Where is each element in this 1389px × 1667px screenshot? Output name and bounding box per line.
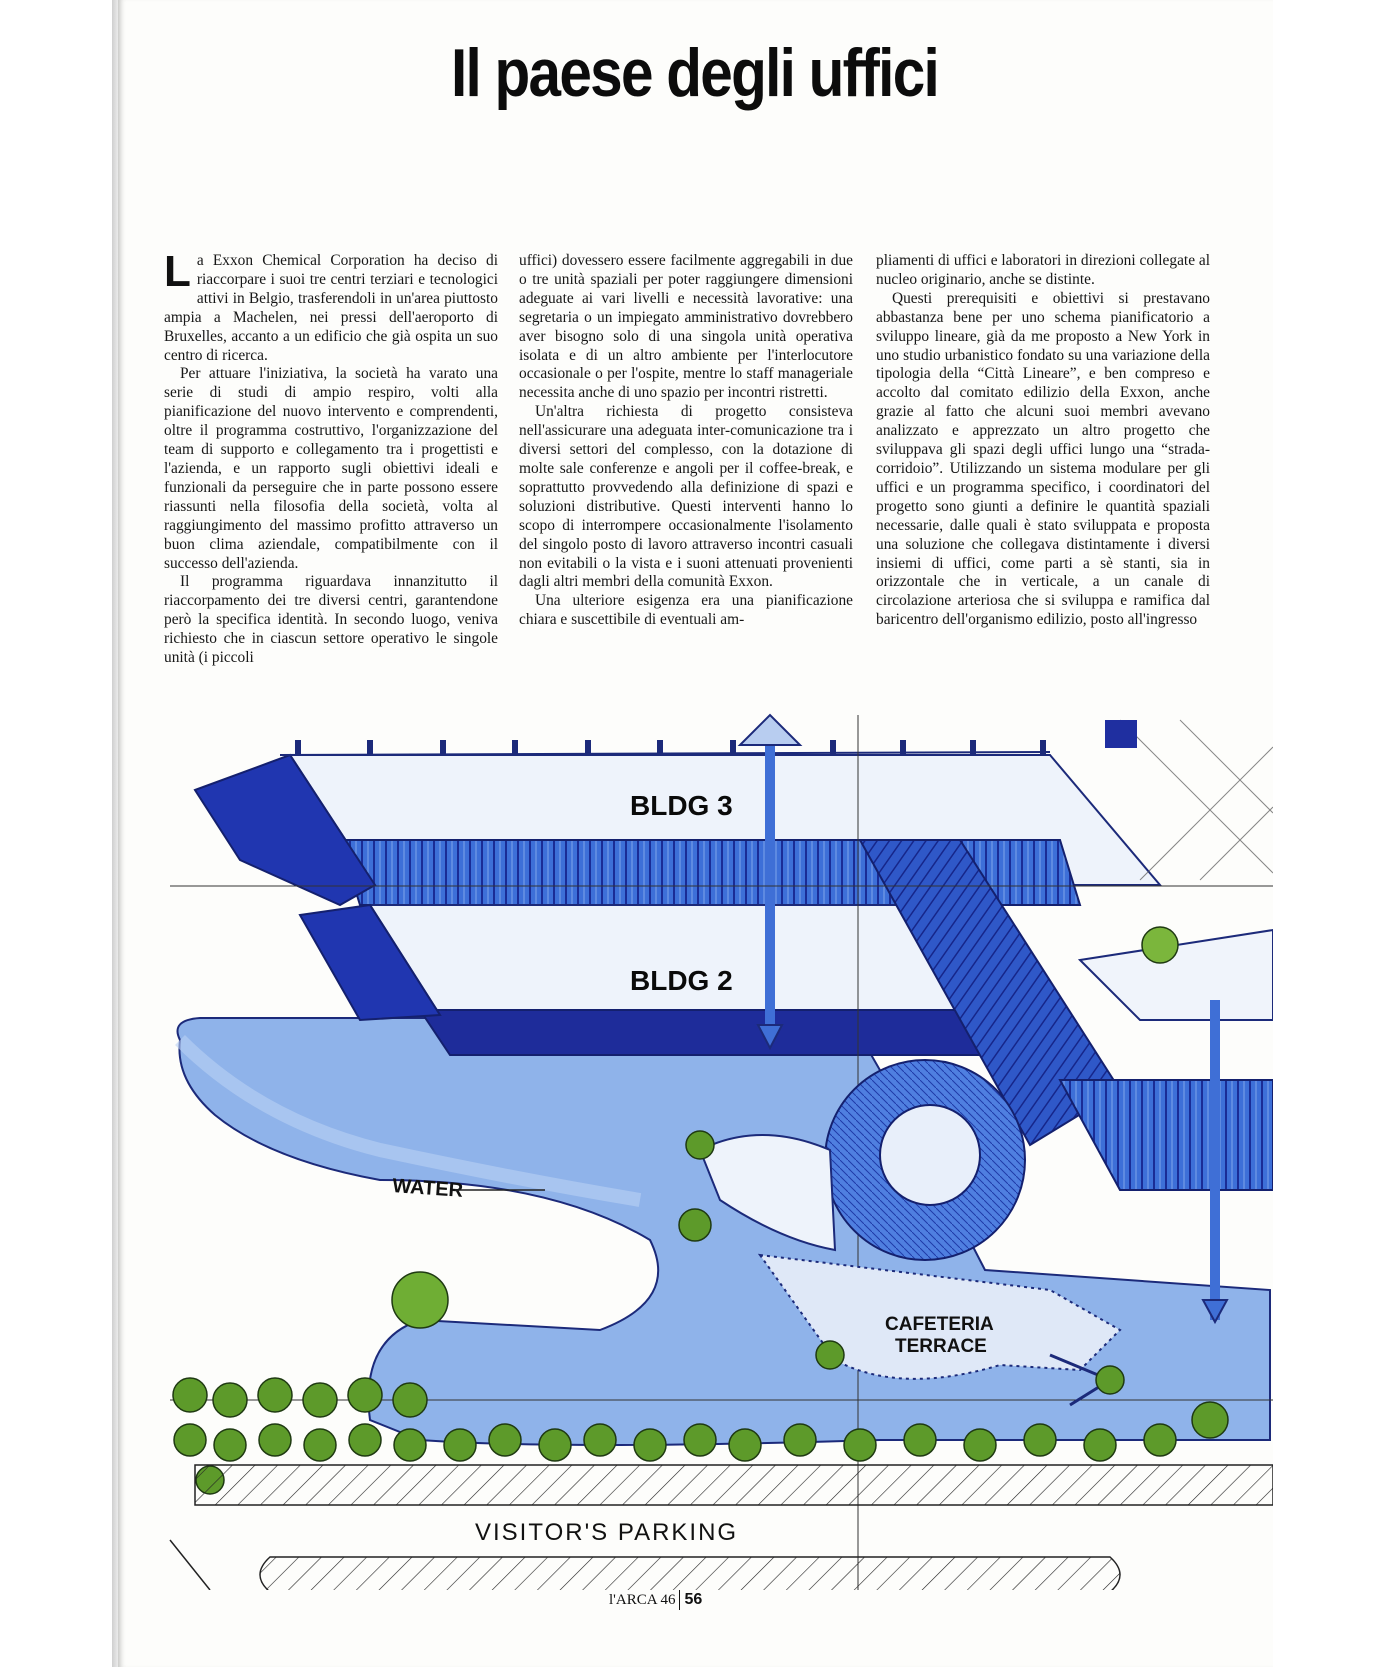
paragraph: Questi prerequisiti e obiettivi si prestavano abbastanza bene per uno schema pianificatorio a sviluppo lineare, già da me proposto a New York in uno studio urbanistico fondato su una variazione della tipologia della “Città Lineare”, e ben compreso e accolto dal comitato edilizio della Exxon, anche grazie al fatto che alcuni suoi membri avevano analizzato e apprezzato un altro progetto che sviluppava gli spazi degli uffici lungo una “strada-corridoio”. Utilizzando un sistema modulare per gli uffici e un programma specifico, i coordinatori del progetto sono giunti a definire le quantità spaziali necessarie, dalle quali è stato sviluppata e proposta una soluzione che collegava distintamente i diversi insiemi di uffici, come parti a sè stanti, sia in orizzontale che in verticale, a un canale di circolazione arteriosa che si sviluppa e ramifica dal baricentro dell'organismo edilizio, posto all'ingresso bbox=[876, 289, 1210, 629]
drop-cap: L bbox=[164, 247, 191, 296]
paragraph: Per attuare l'iniziativa, la società ha varato una serie di studi di ampio respiro, volti alla pianificazione del nuovo intervento e comprendenti, oltre il programma costruttivo, l'organizzazione del team di supporto e collegamento tra i progettisti e l'azienda, e un rapporto sugli obiettivi ideali e funzionali da perseguire che in parte possono essere riassunti nella filosofia della società, volta al raggiungimento del massimo profitto attraverso un buon clima aziendale, compatibilmente con il successo dell'azienda. bbox=[164, 365, 498, 572]
paragraph: Un'altra richiesta di progetto consisteva nell'assicurare una adeguata inter-comunicazione tra i diversi settori del complesso, con la dotazione di molte sale conferenze e angoli per il coffee-break, e soprattutto provvedendo alla definizione di spazi e soluzioni distributive. Questi interventi hanno lo scopo di interrompere occasionalmente l'isolamento del singolo posto di lavoro attraverso incontri casuali non evitabili o la vista e i suoni attenuati provenienti dagli altri membri della comunità Exxon. bbox=[519, 403, 853, 591]
building-3-label: BLDG 3 bbox=[630, 790, 733, 821]
cafeteria-label: CAFETERIA bbox=[885, 1314, 994, 1335]
page-title: Il paese degli uffici bbox=[450, 35, 939, 111]
page-footer bbox=[609, 1590, 702, 1610]
building-2-roof bbox=[370, 905, 965, 1015]
paragraph: Una ulteriore esigenza era una pianificazione chiara e suscettibile di eventuali am- bbox=[519, 592, 853, 629]
paragraph: Il programma riguardava innanzitutto il riaccorpamento dei tre diversi centri, garantendone però la specifica identità. In secondo luogo, veniva richiesto che in ciascun settore operativo le singole unità (i piccoli bbox=[164, 573, 498, 667]
parking-hatch-top bbox=[195, 1465, 1273, 1505]
building-2-base bbox=[420, 1010, 990, 1055]
text-column-3 bbox=[876, 252, 1210, 630]
paragraph: uffici) dovessero essere facilmente aggregabili in due o tre unità spaziali per poter raggiungere dimensioni adeguate ai vari livelli e necessità lavorative: una segretaria o un impiegato amministrativo dovrebbero aver bisogno solo di una singola unità operativa isolata e di un altro ambiente per l'interlocutore occasionale o per l'ospite, mentre lo staff manageriale necessita anche di uno spazio per incontri ristretti. bbox=[519, 252, 853, 402]
paragraph bbox=[164, 247, 498, 365]
water-label: WATER bbox=[391, 1175, 464, 1202]
parking-label: VISITOR'S PARKING bbox=[475, 1519, 739, 1546]
text-column-1 bbox=[164, 247, 498, 668]
paragraph: pliamenti di uffici e laboratori in direzioni collegate al nucleo originario, anche se distinte. bbox=[876, 252, 1210, 288]
magazine-name: l'ARCA 46 bbox=[609, 1591, 676, 1608]
text-column-2 bbox=[519, 252, 853, 630]
paragraph-text: a Exxon Chemical Corporation ha deciso di riaccorpare i suoi tre centri terziari e tecnologici attivi in Belgio, trasferendoli in un'area piuttosto ampia a Machelen, nei pressi dell'aeroporto di Bruxelles, accanto a un edificio che già ospita un suo centro di ricerca. bbox=[164, 252, 498, 364]
parking-hatch-bottom bbox=[260, 1557, 1120, 1590]
terrace-label: TERRACE bbox=[895, 1336, 987, 1357]
site-plan-drawing bbox=[160, 705, 1273, 1590]
building-2-label: BLDG 2 bbox=[630, 965, 733, 996]
footer-separator bbox=[679, 1590, 680, 1610]
page-number: 56 bbox=[684, 1591, 703, 1608]
